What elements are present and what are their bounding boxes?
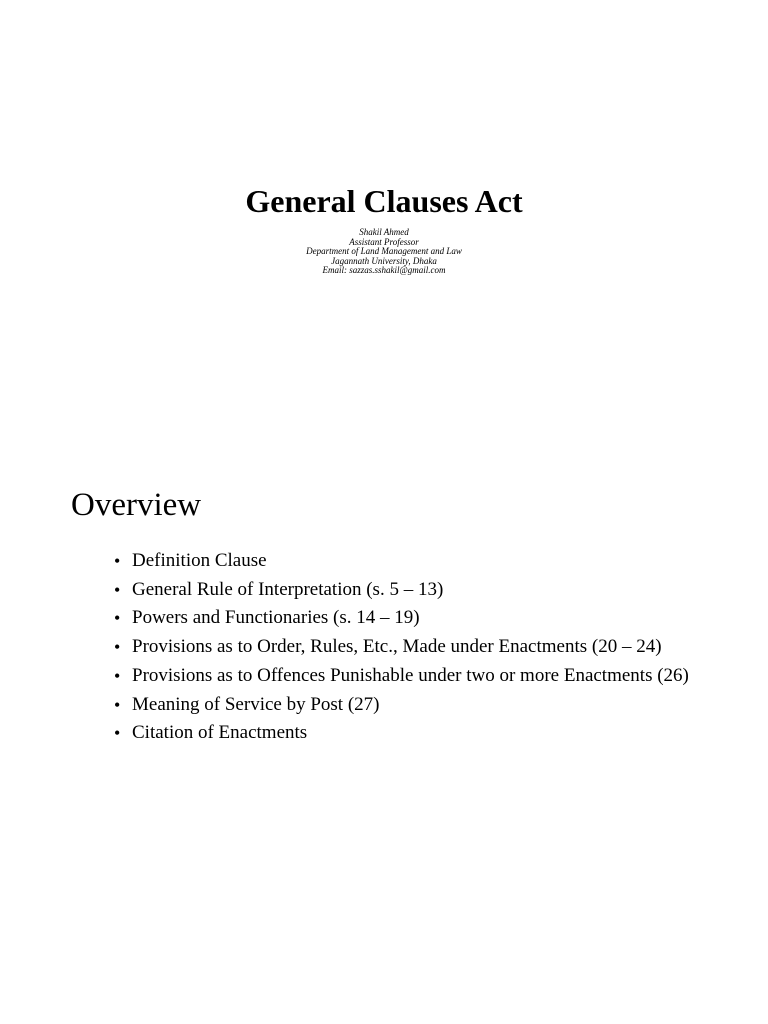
author-position: Assistant Professor: [349, 236, 419, 247]
bullet-icon: •: [114, 637, 121, 658]
bullet-icon: •: [114, 551, 121, 571]
bullet-icon: •: [114, 665, 121, 686]
list-item: [114, 633, 689, 662]
list-item-text: General Rule of Interpretation (s. 5 – 13): [132, 578, 444, 600]
list-item-text: Provisions as to Offences Punishable under two or more Enactments (26): [132, 664, 689, 686]
list-item: [114, 604, 689, 633]
list-item-text: Provisions as to Order, Rules, Etc., Made under Enactments (20 – 24): [132, 636, 662, 658]
overview-list: [114, 547, 689, 748]
list-item-text: Citation of Enactments: [132, 722, 308, 744]
author-university: Jagannath University, Dhaka: [331, 255, 437, 266]
overview-heading: Overview: [71, 487, 202, 523]
list-item: [114, 719, 689, 748]
overview-slide: [0, 480, 768, 1024]
list-item: [114, 662, 689, 691]
list-item: [114, 576, 689, 605]
bullet-icon: •: [114, 723, 121, 744]
list-item: [114, 547, 689, 576]
author-info: [0, 228, 768, 276]
bullet-icon: •: [114, 608, 121, 629]
list-item-text: Meaning of Service by Post (27): [132, 693, 380, 715]
author-email: Email: sazzas.sshakil@gmail.com: [322, 265, 446, 276]
bullet-icon: •: [114, 694, 121, 715]
title-slide: [0, 0, 768, 480]
list-item-text: Powers and Functionaries (s. 14 – 19): [132, 607, 420, 629]
document-title: General Clauses Act: [245, 183, 523, 219]
list-item-text: Definition Clause: [132, 550, 267, 571]
author-name: Shakil Ahmed: [359, 227, 409, 237]
author-department: Department of Land Management and Law: [306, 246, 462, 257]
list-item: [114, 691, 689, 720]
bullet-icon: •: [114, 579, 121, 600]
